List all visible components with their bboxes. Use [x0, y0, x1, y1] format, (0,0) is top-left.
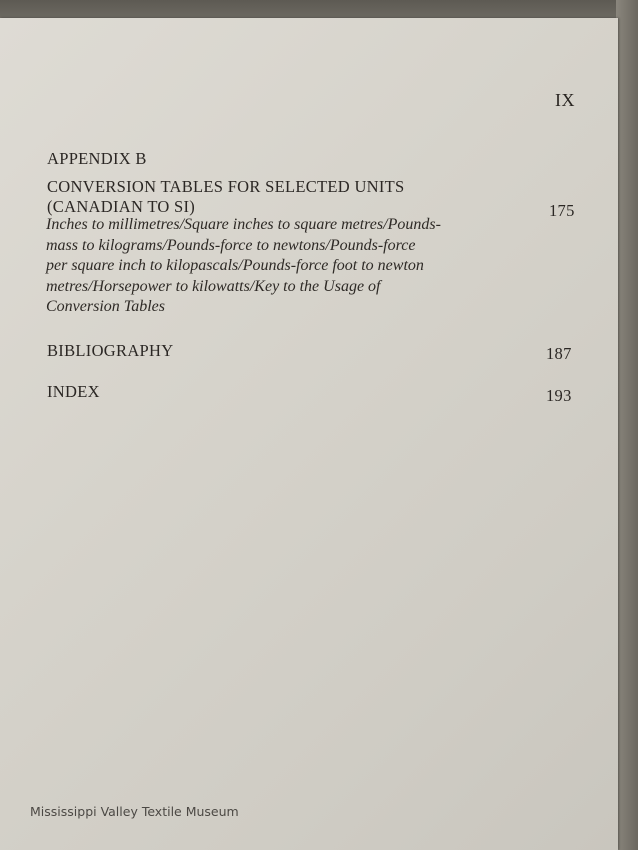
watermark-text: Mississippi Valley Textile Museum: [30, 804, 239, 819]
description-line: Inches to millimetres/Square inches to square metres/Pounds-: [46, 216, 441, 233]
index-page: 193: [546, 386, 572, 405]
appendix-b-page: 175: [549, 201, 575, 220]
book-page: [0, 18, 618, 850]
description-line: per square inch to kilopascals/Pounds-force foot to newton: [46, 257, 424, 274]
description-line: Conversion Tables: [46, 298, 165, 315]
appendix-b-title-line2: (CANADIAN TO SI): [47, 197, 196, 216]
index-label: INDEX: [47, 382, 100, 401]
bibliography-page: 187: [546, 344, 572, 363]
page-number: IX: [555, 90, 575, 110]
description-line: metres/Horsepower to kilowatts/Key to the Usage of: [46, 277, 381, 295]
appendix-b-label: APPENDIX B: [47, 149, 147, 168]
appendix-b-title-line1: CONVERSION TABLES FOR SELECTED UNITS: [47, 177, 405, 196]
description-line: mass to kilograms/Pounds-force to newtons/Pounds-force: [46, 236, 416, 254]
photo-background-right: [616, 0, 638, 850]
appendix-b-description: [46, 215, 546, 318]
bibliography-label: BIBLIOGRAPHY: [47, 341, 174, 360]
